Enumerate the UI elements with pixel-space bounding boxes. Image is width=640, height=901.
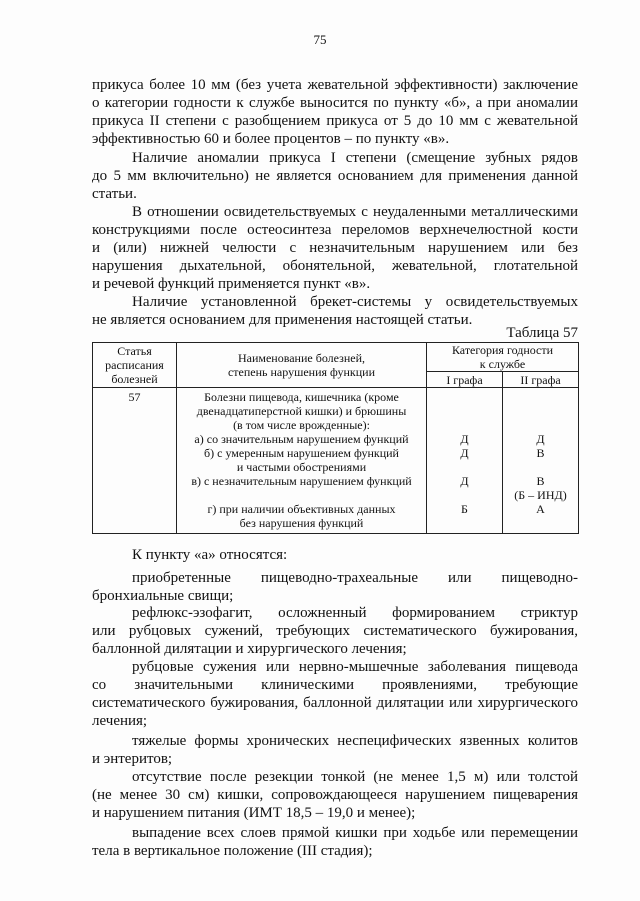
- text-line: баллонной дилятации и хирургического лечения;: [92, 641, 407, 657]
- disease-line: без нарушения функций: [239, 516, 364, 530]
- text-line: рефлюкс-эзофагит, осложненный формированием стриктур: [132, 605, 578, 621]
- text-line: и энтеритов;: [92, 751, 173, 767]
- text-line: тяжелые формы хронических неспецифических язвенных колитов: [132, 733, 578, 749]
- disease-line: [180, 488, 423, 502]
- disease-line: а) со значительным нарушением функций: [194, 432, 409, 446]
- header-category: Категория годности к службе: [427, 343, 579, 372]
- header-disease: Наименование болезней, степень нарушения функции: [177, 343, 427, 388]
- disease-description: [177, 388, 427, 534]
- disease-line: в) с незначительным нарушением функций: [191, 474, 412, 488]
- disease-line: б) с умеренным нарушением функций: [204, 446, 399, 460]
- category-value: Д: [460, 474, 469, 488]
- text-line: конструкциями после остеосинтеза переломов верхнечелюстной кости: [92, 222, 578, 238]
- text-line: отсутствие после резекции тонкой (не менее 1,5 м) или толстой: [132, 769, 578, 785]
- text-line: и (или) нижней челюсти с незначительным нарушением или без: [92, 240, 578, 256]
- header-graph-1: I графа: [427, 372, 503, 388]
- text-line: до 5 мм включительно) не является основанием для применения данной: [92, 168, 578, 184]
- header-graph-2: II графа: [503, 372, 579, 388]
- text-line: о категории годности к службе выносится по пункту «б», а при аномалии: [92, 95, 578, 111]
- category-value: В: [536, 446, 545, 460]
- disease-line: Болезни пищевода, кишечника (кроме: [204, 390, 399, 404]
- text-line: или рубцовых сужений, требующих систематического бужирования,: [92, 623, 578, 639]
- header-article: Статья расписания болезней: [93, 343, 177, 388]
- text-line: тела в вертикальное положение (III стадия);: [92, 843, 373, 859]
- text-line: нарушения дыхательной, обонятельной, жевательной, глотательной: [92, 258, 578, 274]
- table-caption: Таблица 57: [506, 325, 578, 341]
- text-line: лечения;: [92, 713, 148, 729]
- category-value: Д: [460, 432, 469, 446]
- text-line: Наличие аномалии прикуса I степени (смещение зубных рядов: [132, 150, 578, 166]
- text-line: эффективностью 60 и более процентов – по пункту «в».: [92, 131, 450, 147]
- text-line: К пункту «а» относятся:: [132, 547, 288, 563]
- category-value: Д: [460, 446, 469, 460]
- disease-line: г) при наличии объективных данных: [207, 502, 396, 516]
- category-value: В: [536, 474, 545, 488]
- text-line: систематического бужирования, баллонной дилятации или хирургического: [92, 695, 578, 711]
- text-line: со значительными клиническими проявлениями, требующие: [92, 677, 578, 693]
- table-57: [92, 342, 579, 534]
- text-line: прикуса более 10 мм (без учета жевательной эффективности) заключение: [92, 77, 578, 93]
- text-line: приобретенные пищеводно-трахеальные или пищеводно-: [132, 570, 578, 586]
- text-line: статьи.: [92, 186, 137, 202]
- text-line: и нарушением питания (ИМТ 18,5 – 19,0 и менее);: [92, 805, 416, 821]
- article-number: 57: [93, 388, 177, 534]
- disease-line: двенадцатиперстной кишки) и брюшины: [196, 404, 407, 418]
- text-line: рубцовые сужения или нервно-мышечные заболевания пищевода: [132, 659, 578, 675]
- page-number: 75: [313, 32, 327, 47]
- category-value: (Б – ИНД): [514, 488, 567, 502]
- graph-2-values: [503, 388, 579, 534]
- graph-1-values: [427, 388, 503, 534]
- category-value: Д: [536, 432, 545, 446]
- disease-line: (в том числе врожденные):: [233, 418, 370, 432]
- text-line: бронхиальные свищи;: [92, 588, 234, 604]
- text-line: Наличие установленной брекет-системы у освидетельствуемых: [132, 294, 578, 310]
- disease-line: и частыми обострениями: [236, 460, 367, 474]
- text-line: и речевой функций применяется пункт «в».: [92, 276, 371, 292]
- text-line: не является основанием для применения настоящей статьи.: [92, 312, 473, 328]
- text-line: В отношении освидетельствуемых с неудаленными металлическими: [132, 204, 578, 220]
- text-line: выпадение всех слоев прямой кишки при ходьбе или перемещении: [132, 825, 578, 841]
- text-line: прикуса II степени с разобщением прикуса от 5 до 10 мм с жевательной: [92, 113, 578, 129]
- category-value: Б: [461, 502, 468, 516]
- text-line: (не менее 30 см) кишки, сопровождающееся нарушением пищеварения: [92, 787, 578, 803]
- category-value: А: [536, 502, 545, 516]
